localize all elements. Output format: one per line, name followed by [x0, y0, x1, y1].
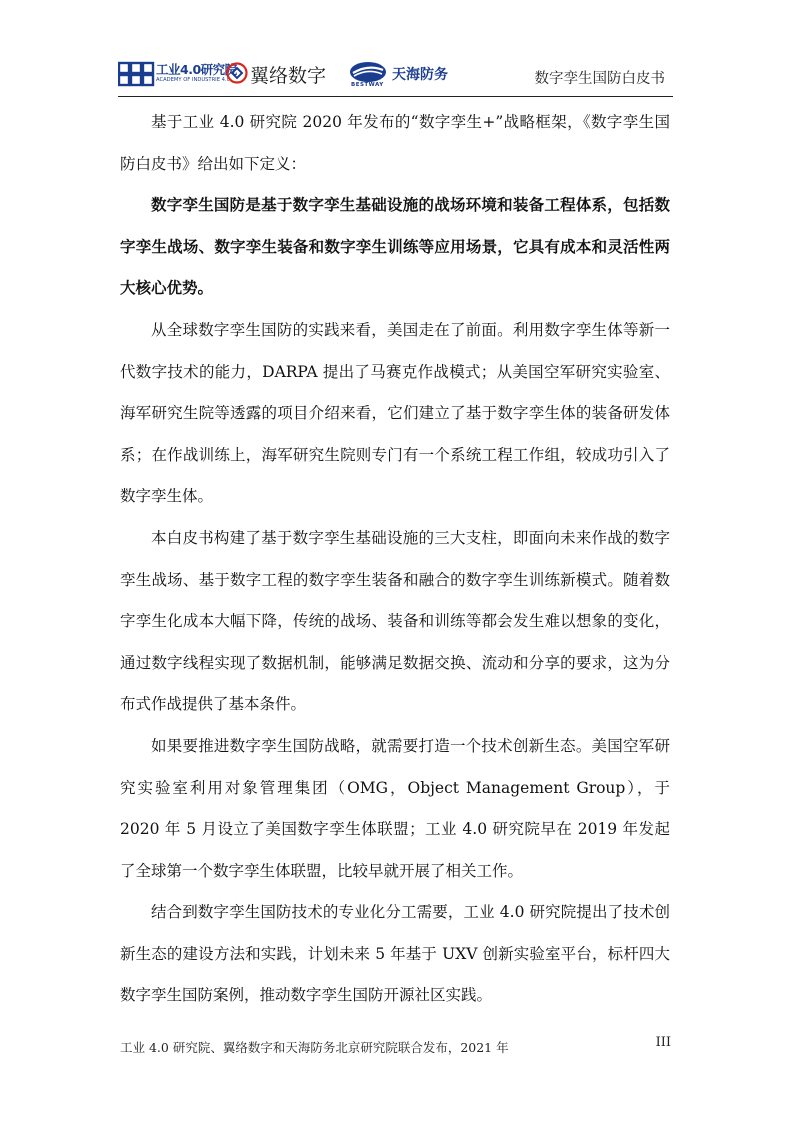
academy-logo-icon: [118, 60, 156, 88]
footer-publisher: 工业 4.0 研究院、翼络数字和天海防务北京研究院联合发布，2021 年: [120, 1040, 509, 1055]
paragraph-global-practice: 从全球数字孪生国防的实践来看，美国走在了前面。利用数字孪生体等新一代数字技术的能力，DARPA 提出了马赛克作战模式；从美国空军研究实验室、海军研究生院等透露的项目介绍来看，它们建立了基于数字孪生体的装备研发体系；在作战训练上，海军研究生院则专门有一个系统工程工作组，较成功引入了数字孪生体。: [120, 320, 670, 506]
body-text: [120, 102, 670, 1017]
paragraph-ecosystem-plan: 结合到数字孪生国防技术的专业化分工需要，工业 4.0 研究院提出了技术创新生态的建设方法和实践，计划未来 5 年基于 UXV 创新实验室平台，标杆四大数字孪生国防案例，推动数字孪生国防开源社区实践。: [120, 903, 670, 1005]
yiluo-digital-logo: [226, 58, 344, 90]
paragraph-three-pillars: 本白皮书构建了基于数字孪生基础设施的三大支柱，即面向未来作战的数字孪生战场、基于数字工程的数字孪生装备和融合的数字孪生训练新模式。随着数字孪生化成本大幅下降，传统的战场、装备和训练等都会发生难以想象的变化，通过数字线程实现了数据机制，能够满足数据交换、流动和分享的要求，这为分布式作战提供了基本条件。: [120, 528, 670, 714]
page-header: [118, 50, 673, 97]
yiluo-logo-text: 翼络数字: [250, 65, 327, 87]
document-title: 数字孪生国防白皮书: [534, 71, 665, 87]
bestway-logo-subtext: BESTWAY: [351, 82, 384, 88]
paragraph-definition: 数字孪生国防是基于数字孪生基础设施的战场环境和装备工程体系，包括数字孪生战场、数字孪生装备和数字孪生训练等应用场景，它具有成本和灵活性两大核心优势。: [120, 196, 670, 298]
bestway-logo: [348, 58, 458, 90]
academy-industrie-logo: [118, 58, 237, 90]
bestway-logo-text: 天海防务: [392, 67, 448, 83]
academy-logo-text: 工业4.0研究院: [156, 62, 237, 77]
paragraph-definition-intro: 基于工业 4.0 研究院 2020 年发布的“数字孪生+”战略框架，《数字孪生国防白皮书》给出如下定义：: [120, 113, 670, 173]
academy-logo-subtext: ACADEMY OF INDUSTRIE 4.0: [156, 77, 230, 83]
page-number: III: [655, 1035, 671, 1050]
paragraph-innovation-ecosystem: 如果要推进数字孪生国防战略，就需要打造一个技术创新生态。美国空军研究实验室利用对象管理集团（OMG，Object Management Group），于 2020 年 5 月设立了美国数字孪生体联盟；工业 4.0 研究院早在 2019 年发起了全球第一个数字孪生体联盟，比较早就开展了相关工作。: [120, 736, 670, 880]
yiluo-logo-icon: [226, 62, 248, 84]
